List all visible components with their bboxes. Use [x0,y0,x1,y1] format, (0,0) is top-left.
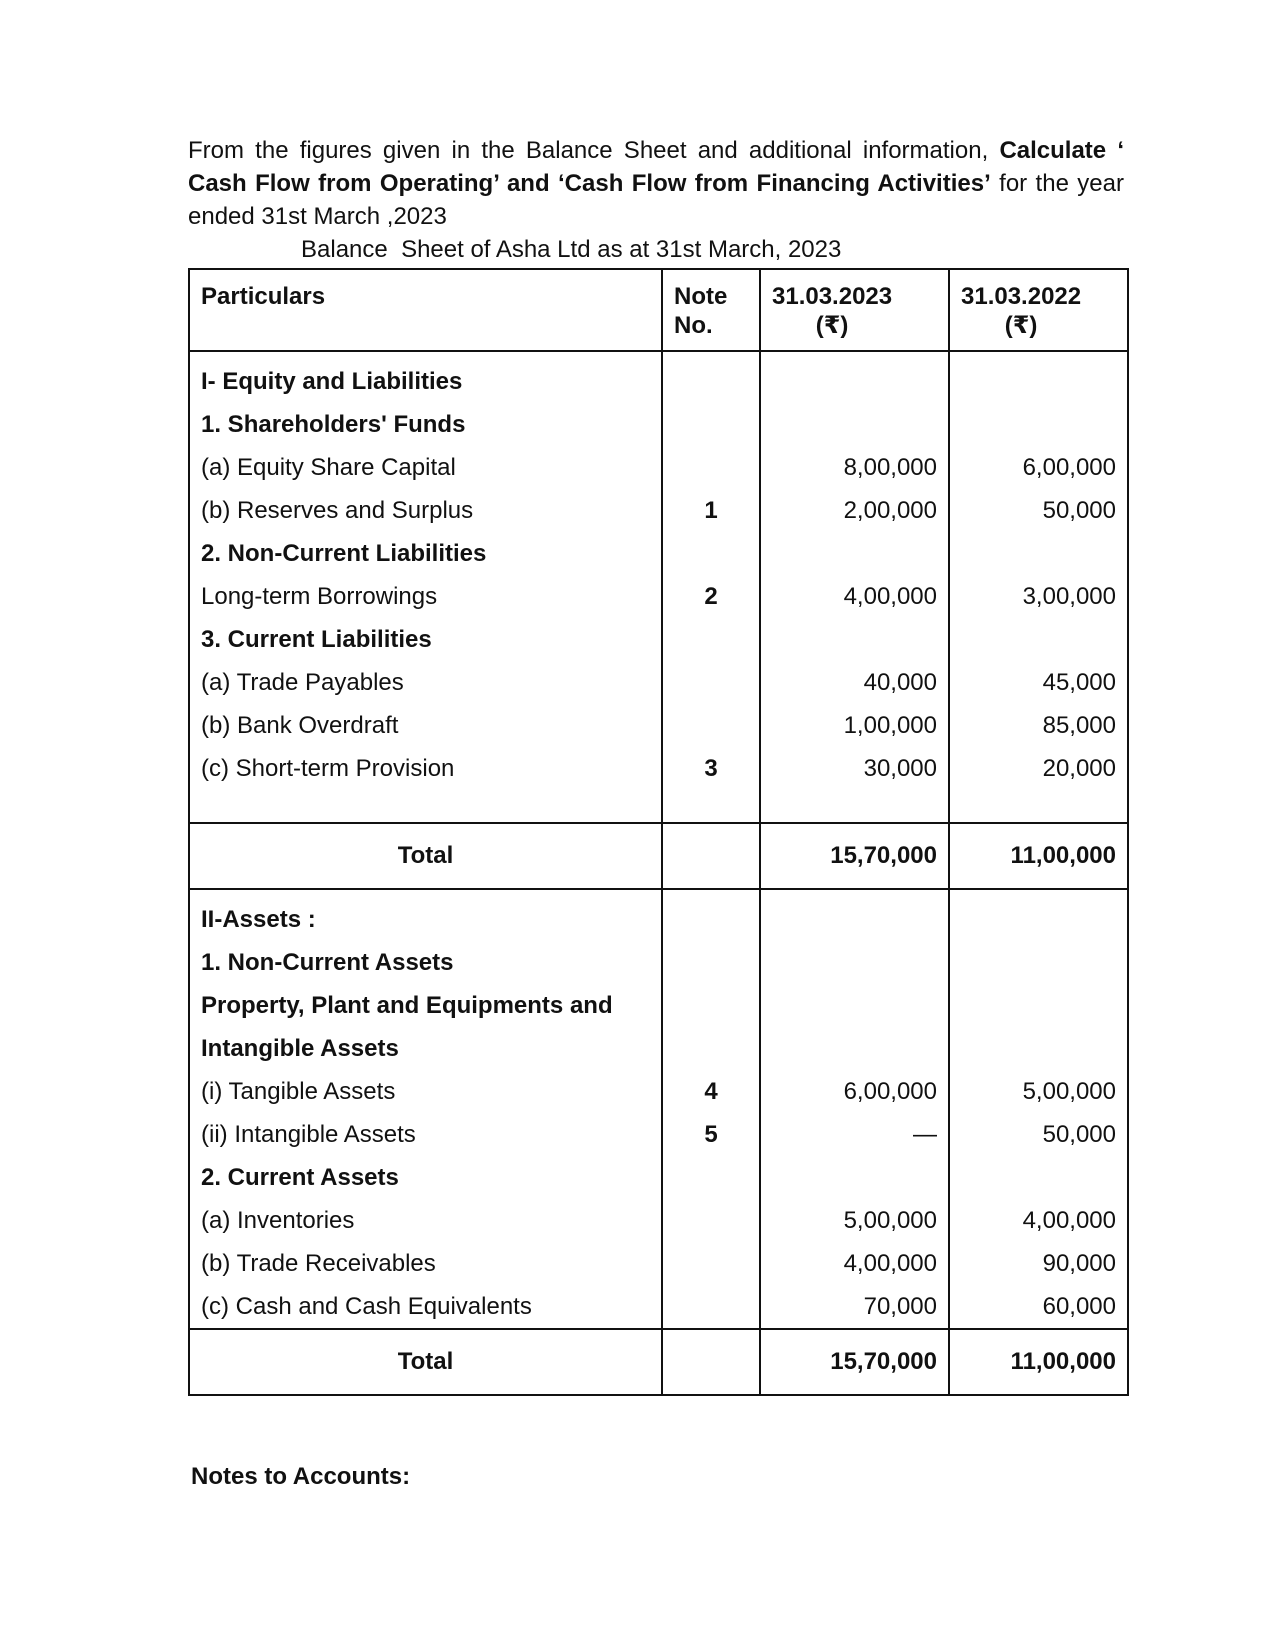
table-row [189,1242,1128,1285]
spacer-cell [760,790,949,823]
row-label: Property, Plant and Equipments and [189,984,662,1027]
total-2022: 11,00,000 [949,1329,1128,1395]
row-note-no [662,661,760,704]
total-label: Total [189,823,662,889]
table-row [189,941,1128,984]
row-label: II-Assets : [189,889,662,941]
row-label: (b) Bank Overdraft [189,704,662,747]
row-label: 1. Shareholders' Funds [189,403,662,446]
row-value-2023 [760,351,949,403]
row-note-no [662,532,760,575]
row-value-2023: 70,000 [760,1285,949,1329]
row-label: (a) Trade Payables [189,661,662,704]
row-value-2022: 50,000 [949,489,1128,532]
total-2022: 11,00,000 [949,823,1128,889]
table-row [189,618,1128,661]
table-row [189,403,1128,446]
table-row [189,889,1128,941]
row-note-no [662,889,760,941]
row-note-no [662,1199,760,1242]
table-row [189,984,1128,1027]
row-value-2023 [760,984,949,1027]
table-row [189,704,1128,747]
intro-text-part1: From the figures given in the Balance Sheet and additional information, [188,137,1000,164]
row-value-2023 [760,403,949,446]
row-note-no: 5 [662,1113,760,1156]
row-value-2023 [760,941,949,984]
row-value-2023 [760,618,949,661]
total-note [662,823,760,889]
header-2022: 31.03.2022 (₹) [949,269,1128,351]
row-label: 2. Non-Current Liabilities [189,532,662,575]
total-2023: 15,70,000 [760,1329,949,1395]
row-value-2022 [949,1156,1128,1199]
table-row [189,1199,1128,1242]
row-label: 3. Current Liabilities [189,618,662,661]
table-row [189,661,1128,704]
row-value-2023: 40,000 [760,661,949,704]
row-label: I- Equity and Liabilities [189,351,662,403]
row-value-2022 [949,618,1128,661]
row-note-no [662,1027,760,1070]
balance-sheet-caption: Balance Sheet of Asha Ltd as at 31st March, 2023 [301,236,842,263]
row-value-2023: 1,00,000 [760,704,949,747]
row-label: (a) Equity Share Capital [189,446,662,489]
row-value-2022 [949,984,1128,1027]
row-value-2023: 4,00,000 [760,1242,949,1285]
row-note-no [662,618,760,661]
row-value-2022 [949,532,1128,575]
row-label: (ii) Intangible Assets [189,1113,662,1156]
row-note-no [662,403,760,446]
row-label: (b) Reserves and Surplus [189,489,662,532]
table-row [189,446,1128,489]
notes-to-accounts-heading: Notes to Accounts: [191,1463,411,1490]
row-note-no: 3 [662,747,760,790]
equity-liabilities-section [189,351,1128,823]
table-row [189,1156,1128,1199]
row-label: Long-term Borrowings [189,575,662,618]
row-label: (i) Tangible Assets [189,1070,662,1113]
row-value-2022: 50,000 [949,1113,1128,1156]
row-value-2022: 20,000 [949,747,1128,790]
row-value-2023: 2,00,000 [760,489,949,532]
row-value-2023: — [760,1113,949,1156]
row-value-2022: 6,00,000 [949,446,1128,489]
header-particulars: Particulars [189,269,662,351]
row-value-2022: 90,000 [949,1242,1128,1285]
row-value-2022: 3,00,000 [949,575,1128,618]
row-value-2023 [760,1156,949,1199]
row-label: (c) Cash and Cash Equivalents [189,1285,662,1329]
row-label: (a) Inventories [189,1199,662,1242]
table-row [189,489,1128,532]
question-text [188,134,1124,233]
row-label: (b) Trade Receivables [189,1242,662,1285]
row-label: Intangible Assets [189,1027,662,1070]
row-label: 2. Current Assets [189,1156,662,1199]
table-row [189,1027,1128,1070]
row-value-2022: 60,000 [949,1285,1128,1329]
row-value-2022: 4,00,000 [949,1199,1128,1242]
row-note-no: 2 [662,575,760,618]
table-row [189,1070,1128,1113]
row-note-no [662,941,760,984]
total-row-liabilities [189,823,1128,889]
row-note-no [662,984,760,1027]
table-row [189,575,1128,618]
spacer-cell [949,790,1128,823]
header-2023: 31.03.2023 (₹) [760,269,949,351]
row-note-no [662,1242,760,1285]
row-value-2022 [949,351,1128,403]
row-note-no: 4 [662,1070,760,1113]
row-note-no: 1 [662,489,760,532]
row-value-2023: 6,00,000 [760,1070,949,1113]
table-row [189,1113,1128,1156]
row-value-2023: 30,000 [760,747,949,790]
total-2023: 15,70,000 [760,823,949,889]
row-value-2023 [760,532,949,575]
row-note-no [662,1156,760,1199]
row-value-2023 [760,889,949,941]
spacer-cell [662,790,760,823]
row-note-no [662,446,760,489]
row-label: 1. Non-Current Assets [189,941,662,984]
row-value-2023: 5,00,000 [760,1199,949,1242]
intro-text-part2: for the year ended 31st March ,2023 [188,170,1124,230]
row-note-no [662,1285,760,1329]
row-value-2022 [949,1027,1128,1070]
row-note-no [662,351,760,403]
total-note [662,1329,760,1395]
header-note-no: Note No. [662,269,760,351]
row-note-no [662,704,760,747]
row-label: (c) Short-term Provision [189,747,662,790]
table-header-row [189,269,1128,351]
table-row [189,747,1128,790]
intro-bold-text: Calculate ‘ Cash Flow from Operating’ and ‘Cash Flow from Financing Activities’ [188,137,1124,197]
row-value-2022: 45,000 [949,661,1128,704]
table-row [189,351,1128,403]
row-value-2022: 85,000 [949,704,1128,747]
spacer-cell [189,790,662,823]
assets-section [189,889,1128,1329]
row-value-2023: 4,00,000 [760,575,949,618]
table-row [189,532,1128,575]
row-value-2022: 5,00,000 [949,1070,1128,1113]
row-value-2022 [949,941,1128,984]
row-value-2023 [760,1027,949,1070]
row-value-2022 [949,889,1128,941]
balance-sheet-table [188,268,1129,1396]
row-value-2022 [949,403,1128,446]
row-value-2023: 8,00,000 [760,446,949,489]
spacer-row [189,790,1128,823]
total-row-assets [189,1329,1128,1395]
table-row [189,1285,1128,1329]
total-label: Total [189,1329,662,1395]
